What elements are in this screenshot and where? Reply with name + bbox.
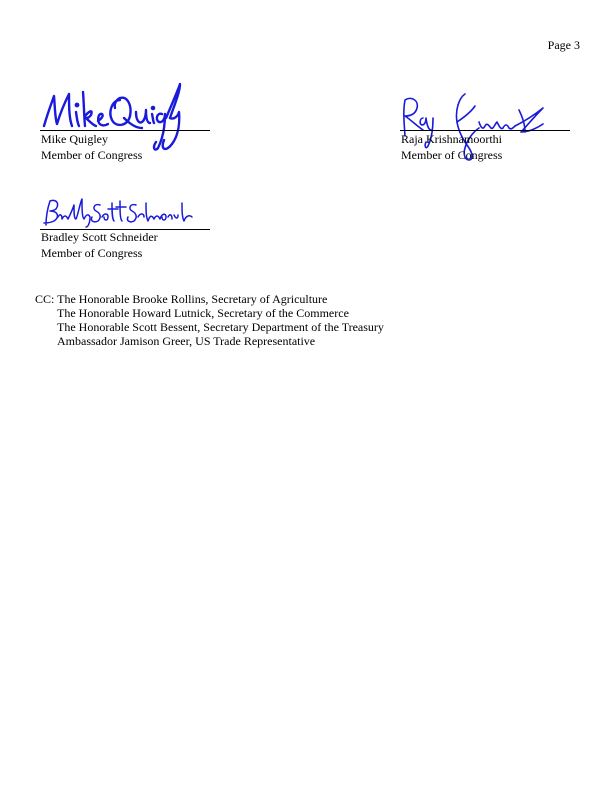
cc-line-lutnick: The Honorable Howard Lutnick, Secretary of the Commerce: [57, 306, 349, 320]
cc-line-greer: Ambassador Jamison Greer, US Trade Representative: [57, 334, 316, 348]
signer-name-krishnamoorthi: Raja Krishnamoorthi: [401, 132, 502, 146]
signer-name-schneider: Bradley Scott Schneider: [41, 230, 158, 244]
cc-block: [35, 292, 595, 348]
signer-title-quigley: Member of Congress: [41, 148, 143, 162]
signer-name-quigley: Mike Quigley: [41, 132, 108, 146]
signer-title-krishnamoorthi: Member of Congress: [401, 148, 503, 162]
signer-title-schneider: Member of Congress: [41, 246, 143, 260]
signature-schneider-image: [38, 193, 198, 233]
cc-line-rollins: CC: The Honorable Brooke Rollins, Secretary of Agriculture: [35, 292, 328, 306]
page-number: Page 3: [547, 38, 580, 52]
cc-line-bessent: The Honorable Scott Bessent, Secretary Department of the Treasury: [57, 320, 384, 334]
